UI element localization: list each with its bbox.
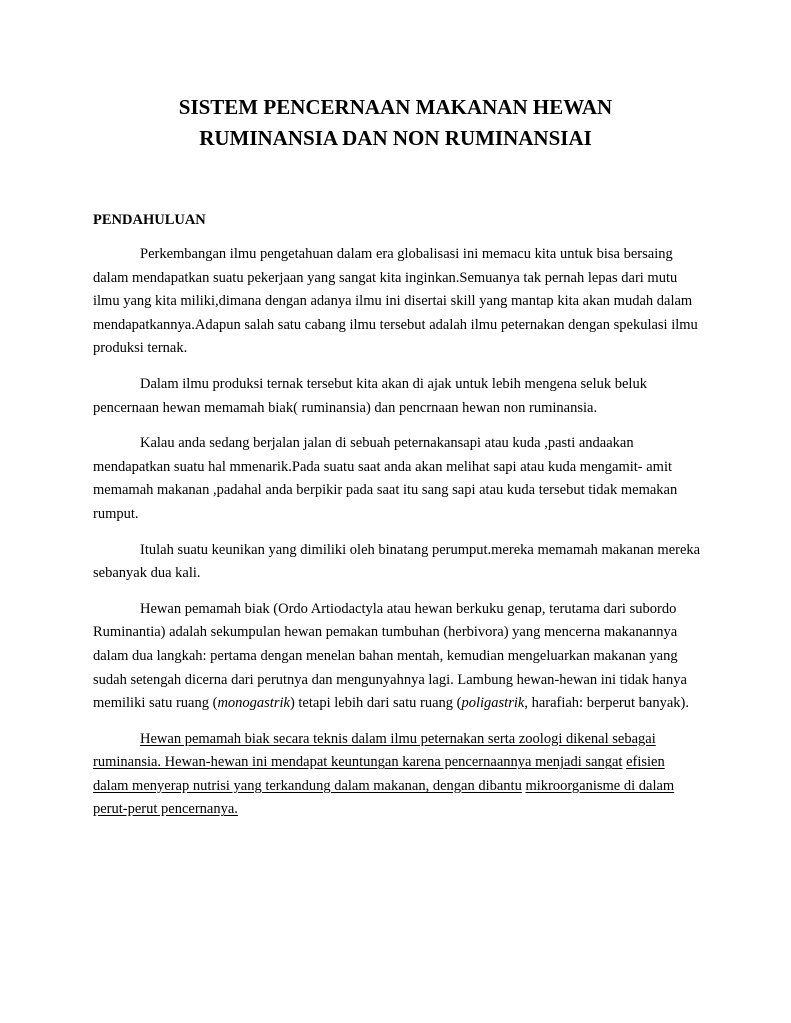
paragraph-5-line-1: Hewan pemamah biak (Ordo Artiodactyla atau hewan berkuku genap, terutama dari — [140, 600, 626, 617]
document-body — [93, 243, 701, 834]
paragraph-4-line-1: Itulah suatu keunikan yang dimiliki oleh binatang perumput.mereka memamah makanan — [140, 541, 654, 558]
paragraph-5-line-2: subordo Ruminantia) adalah sekumpulan hewan pemakan tumbuhan (herbivora) yang mencerna — [93, 600, 677, 641]
paragraph-5-line-5a: Lambung hewan-hewan ini tidak hanya memiliki satu ruang ( — [93, 671, 687, 712]
paragraph-5-line-6a: ruang ( — [420, 695, 462, 712]
paragraph-3-line-1: Kalau anda sedang berjalan jalan di sebuah peternakansapi atau kuda ,pasti andaakan — [140, 435, 634, 452]
paragraph-5-line-6b: , harafiah: berperut banyak). — [524, 695, 689, 712]
paragraph-6 — [93, 728, 701, 822]
paragraph-5-line-5b: ) tetapi lebih dari satu — [289, 695, 417, 712]
section-heading: PENDAHULUAN — [93, 212, 206, 228]
paragraph-5 — [93, 598, 701, 716]
paragraph-6-line-1: Hewan pemamah biak secara teknis dalam ilmu peternakan serta zoologi dikenal sebagai — [140, 730, 656, 747]
paragraph-1-line-2: bersaing dalam mendapatkan suatu pekerjaan yang sangat kita inginkan.Semuanya tak pernah — [93, 246, 673, 286]
paragraph-4-line-2: mereka sebanyak dua kali. — [93, 541, 701, 582]
paragraph-1-line-5: peternakan dengan spekulasi ilmu produksi ternak. — [93, 316, 698, 357]
title-line-2: RUMINANSIA DAN NON RUMINANSIAI — [199, 126, 592, 150]
paragraph-2-line-1: Dalam ilmu produksi ternak tersebut kita akan di ajak untuk lebih mengena seluk beluk — [140, 375, 647, 392]
paragraph-5-line-3: makanannya dalam dua langkah: pertama dengan menelan bahan mentah, kemudian — [93, 624, 678, 664]
paragraph-5-line-4: mengeluarkan makanan yang sudah setengah dicerna dari perutnya dan mengunyahnya lagi. — [93, 647, 678, 688]
term-poligastrik: poligastrik — [461, 695, 525, 712]
paragraph-1-line-4: kita akan mudah dalam mendapatkannya.Adapun salah satu cabang ilmu tersebut adalah ilmu — [93, 293, 693, 333]
document-title — [92, 92, 699, 154]
paragraph-3 — [93, 432, 701, 526]
paragraph-4 — [93, 539, 701, 586]
paragraph-6-line-4: mikroorganisme di dalam perut-perut pencernanya. — [93, 777, 675, 818]
paragraph-3-line-2: mendapatkan suatu hal mmenarik.Pada suatu saat anda akan melihat sapi atau kuda mengamit- — [93, 458, 643, 475]
paragraph-1-line-3: lepas dari mutu ilmu yang kita miliki,dimana dengan adanya ilmu ini disertai skill yang mantap — [93, 269, 678, 310]
paragraph-1 — [93, 243, 701, 361]
paragraph-6-line-2: ruminansia. Hewan-hewan ini mendapat keuntungan karena pencernaannya menjadi sangat — [93, 754, 623, 771]
paragraph-6-line-3: efisien dalam menyerap nutrisi yang terkandung dalam makanan, dengan dibantu — [93, 754, 665, 794]
paragraph-2 — [93, 373, 701, 420]
paragraph-3-line-3: amit memamah makanan ,padahal anda berpikir pada saat itu sang sapi atau kuda tersebut tidak — [93, 458, 673, 499]
paragraph-1-line-1: Perkembangan ilmu pengetahuan dalam era globalisasi ini memacu kita untuk bisa — [140, 246, 620, 262]
paragraph-3-line-4: memakan rumput. — [93, 482, 678, 522]
paragraph-2-line-2: pencernaan hewan memamah biak( ruminansia) dan pencrnaan hewan non ruminansia. — [93, 399, 598, 416]
term-monogastrik: monogastrik — [217, 695, 290, 712]
title-line-1: SISTEM PENCERNAAN MAKANAN HEWAN — [178, 95, 613, 119]
